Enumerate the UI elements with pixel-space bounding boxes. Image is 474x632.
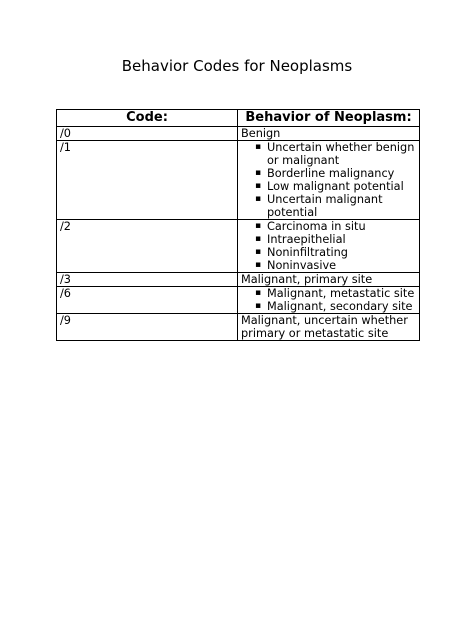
behavior-list [241,141,416,219]
table-row [57,287,420,314]
table-row [57,127,420,141]
table-header-row [57,110,420,127]
behavior-description [238,287,420,314]
list-item-text: Uncertain malignant potential [267,193,383,219]
list-item-text: Carcinoma in situ [267,220,366,233]
square-bullet-icon: ▪ [255,260,262,270]
list-item-text: Malignant, secondary site [267,300,413,313]
list-item [255,141,416,167]
behavior-description: Malignant, primary site [238,273,420,287]
square-bullet-icon: ▪ [255,234,262,244]
behavior-description [238,141,420,220]
list-item-text: Malignant, metastatic site [267,287,415,300]
behavior-description: Malignant, uncertain whether primary or metastatic site [238,314,420,341]
table-body [57,127,420,341]
behavior-list [241,287,416,313]
table-row [57,141,420,220]
list-item [255,180,416,193]
list-item [255,233,416,246]
square-bullet-icon: ▪ [255,194,262,204]
behavior-code: /0 [57,127,238,141]
square-bullet-icon: ▪ [255,142,262,152]
square-bullet-icon: ▪ [255,301,262,311]
behavior-code: /9 [57,314,238,341]
list-item [255,193,416,219]
behavior-code: /6 [57,287,238,314]
behavior-codes-table [56,109,420,341]
list-item-text: Noninvasive [267,259,337,272]
square-bullet-icon: ▪ [255,221,262,231]
page-title: Behavior Codes for Neoplasms [121,57,353,75]
list-item-text: Uncertain whether benign or malignant [267,141,415,167]
list-item [255,167,416,180]
square-bullet-icon: ▪ [255,288,262,298]
list-item [255,300,416,313]
list-item-text: Low malignant potential [267,180,404,193]
list-item-text: Noninfiltrating [267,246,348,259]
behavior-code: /1 [57,141,238,220]
list-item-text: Intraepithelial [267,233,346,246]
list-item [255,287,416,300]
code-column-header: Code: [57,110,238,127]
behavior-code: /3 [57,273,238,287]
list-item-text: Borderline malignancy [267,167,395,180]
table-row [57,314,420,341]
square-bullet-icon: ▪ [255,247,262,257]
square-bullet-icon: ▪ [255,181,262,191]
behavior-list [241,220,416,272]
table-row [57,273,420,287]
list-item [255,220,416,233]
list-item [255,246,416,259]
table-row [57,220,420,273]
behavior-column-header: Behavior of Neoplasm: [238,110,420,127]
behavior-description: Benign [238,127,420,141]
square-bullet-icon: ▪ [255,168,262,178]
list-item [255,259,416,272]
behavior-code: /2 [57,220,238,273]
behavior-description [238,220,420,273]
